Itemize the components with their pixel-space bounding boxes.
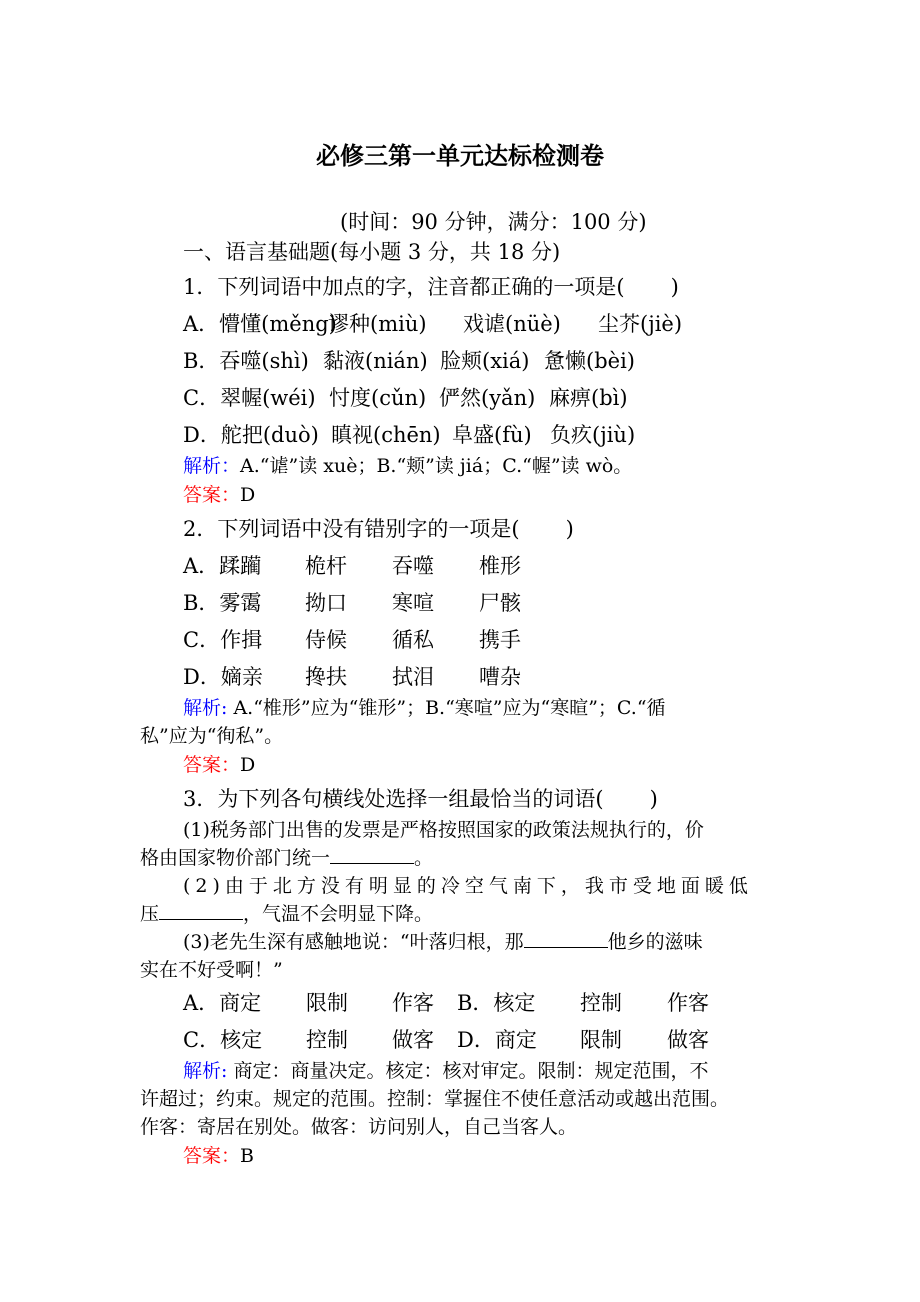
option-word: 戏谑(nüè): [463, 312, 561, 336]
question-1-option-c: [183, 384, 628, 412]
question-1-analysis: [183, 452, 632, 480]
option-word: 麻痹(bì): [549, 386, 628, 410]
question-3-analysis-cont: 许超过；约束。规定的范围。控制：掌握住不使任意活动或越出范围。: [140, 1088, 730, 1110]
option-word: B．雾霭: [183, 591, 262, 615]
option-word: A．懵懂(měng): [183, 312, 337, 336]
question-1-option-d: [183, 421, 635, 449]
sentence-text: ，气温不会明显下降。: [243, 903, 434, 925]
question-stem-text: 3．为下列各句横线处选择一组最恰当的词语(: [183, 787, 604, 811]
question-1-option-b: [183, 347, 635, 375]
analysis-text: 商定：商量决定。核定：核对审定。限制：规定范围，不: [233, 1060, 709, 1082]
option-word: 搀扶: [305, 665, 347, 689]
option-word: 做客: [667, 1028, 709, 1052]
option-word: 尘芥(jiè): [598, 312, 683, 336]
question-1-answer: [183, 481, 255, 509]
option-word: C．作揖: [183, 628, 263, 652]
answer-value: D: [240, 754, 256, 776]
document-title: 必修三第一单元达标检测卷: [316, 141, 604, 170]
option-word: 阜盛(fù): [452, 423, 532, 447]
option-word: 嘈杂: [479, 665, 521, 689]
option-word: 控制: [580, 991, 622, 1015]
analysis-label: 解析：: [183, 455, 241, 477]
option-word: 黏液(nián): [323, 349, 428, 373]
question-3-answer: [183, 1142, 254, 1170]
exam-meta: (时间：90 分钟，满分：100 分): [340, 210, 647, 234]
option-word: 惫懒(bèi): [544, 349, 635, 373]
answer-label: 答案：: [183, 754, 241, 776]
option-word: 作客: [392, 991, 434, 1015]
option-word: B．吞噬(shì): [183, 349, 309, 373]
option-word: 瞋视(chēn): [331, 423, 441, 447]
answer-label: 答案：: [183, 1145, 241, 1167]
question-2-option-d: [183, 663, 521, 691]
sentence-text: 格由国家物价部门统一: [140, 847, 331, 869]
question-stem-text: 1．下列词语中加点的字，注音都正确的一项是(: [183, 275, 625, 299]
question-2-analysis-cont: 私”应为“徇私”。: [140, 725, 284, 747]
option-word: 负疚(jiù): [550, 423, 636, 447]
option-word: 限制: [580, 1028, 622, 1052]
fill-blank: [159, 901, 243, 920]
option-word: 做客: [392, 1028, 434, 1052]
question-2-option-b: [183, 589, 521, 617]
question-2-option-a: [183, 552, 521, 580]
question-2-stem: [183, 515, 574, 543]
option-word: 限制: [306, 991, 348, 1015]
answer-value: D: [240, 484, 256, 506]
question-3-stem: [183, 785, 658, 813]
analysis-label: 解析:: [183, 697, 228, 719]
option-word: D．嫡亲: [183, 665, 263, 689]
option-word: 忖度(cǔn): [329, 386, 427, 410]
fill-blank: [524, 929, 608, 948]
fill-blank: [330, 845, 414, 864]
sentence-2-cont: [140, 900, 433, 928]
option-word: 脸颊(xiá): [440, 349, 530, 373]
option-word: A．蹂躏: [183, 554, 262, 578]
option-word: 循私: [392, 628, 434, 652]
question-bracket-close: ): [670, 275, 679, 299]
answer-label: 答案：: [183, 484, 241, 506]
option-word: 携手: [479, 628, 521, 652]
sentence-text: 他乡的滋味: [607, 931, 703, 953]
question-1-stem: [183, 273, 679, 301]
sentence-3-cont: 实在不好受啊！”: [140, 959, 283, 981]
question-bracket-close: ): [649, 787, 658, 811]
sentence-text: 。: [414, 847, 434, 869]
section-heading: 一、语言基础题(每小题 3 分，共 18 分): [183, 240, 561, 264]
question-3-analysis: [183, 1057, 708, 1085]
sentence-text: (3)老先生深有感触地说：“叶落归根，那: [183, 931, 524, 953]
question-3-analysis-cont2: 作客：寄居在别处。做客：访问别人，自己当客人。: [140, 1116, 578, 1138]
analysis-label: 解析:: [183, 1060, 228, 1082]
option-word: D．舵把(duò): [183, 423, 319, 447]
option-word: 作客: [667, 991, 709, 1015]
option-word: D．商定: [457, 1028, 537, 1052]
option-word: 椎形: [479, 554, 521, 578]
answer-value: B: [240, 1145, 254, 1167]
question-2-answer: [183, 751, 255, 779]
question-2-analysis: [183, 694, 666, 722]
option-word: 拭泪: [392, 665, 434, 689]
option-word: 寒喧: [392, 591, 434, 615]
option-word: B．核定: [457, 991, 536, 1015]
option-word: 谬种(miù): [328, 312, 427, 336]
question-3-options-row2: [183, 1026, 709, 1054]
question-1-option-a: [183, 310, 682, 338]
option-word: C．核定: [183, 1028, 263, 1052]
option-word: 控制: [306, 1028, 348, 1052]
sentence-1: (1)税务部门出售的发票是严格按照国家的政策法规执行的，价: [183, 819, 704, 841]
question-2-option-c: [183, 626, 521, 654]
option-word: 尸骸: [479, 591, 521, 615]
sentence-1-cont: [140, 844, 433, 872]
option-word: 侍候: [305, 628, 347, 652]
question-3-options-row1: [183, 989, 709, 1017]
option-word: 俨然(yǎn): [439, 386, 536, 410]
question-bracket-close: ): [565, 517, 574, 541]
option-word: 桅杆: [305, 554, 347, 578]
analysis-text: A.“谑”读 xuè；B.“颊”读 jiá；C.“幄”读 wò。: [240, 455, 633, 477]
question-stem-text: 2．下列词语中没有错别字的一项是(: [183, 517, 520, 541]
analysis-text: A.“椎形”应为“锥形”；B.“寒喧”应为“寒暄”；C.“循: [233, 697, 666, 719]
sentence-text: 压: [140, 903, 160, 925]
sentence-3: [183, 928, 703, 956]
option-word: C．翠幄(wéi): [183, 386, 316, 410]
option-word: 拗口: [305, 591, 347, 615]
sentence-2: (2)由于北方没有明显的冷空气南下，我市受地面暖低: [183, 875, 753, 897]
option-word: 吞噬: [392, 554, 434, 578]
option-word: A．商定: [183, 991, 262, 1015]
